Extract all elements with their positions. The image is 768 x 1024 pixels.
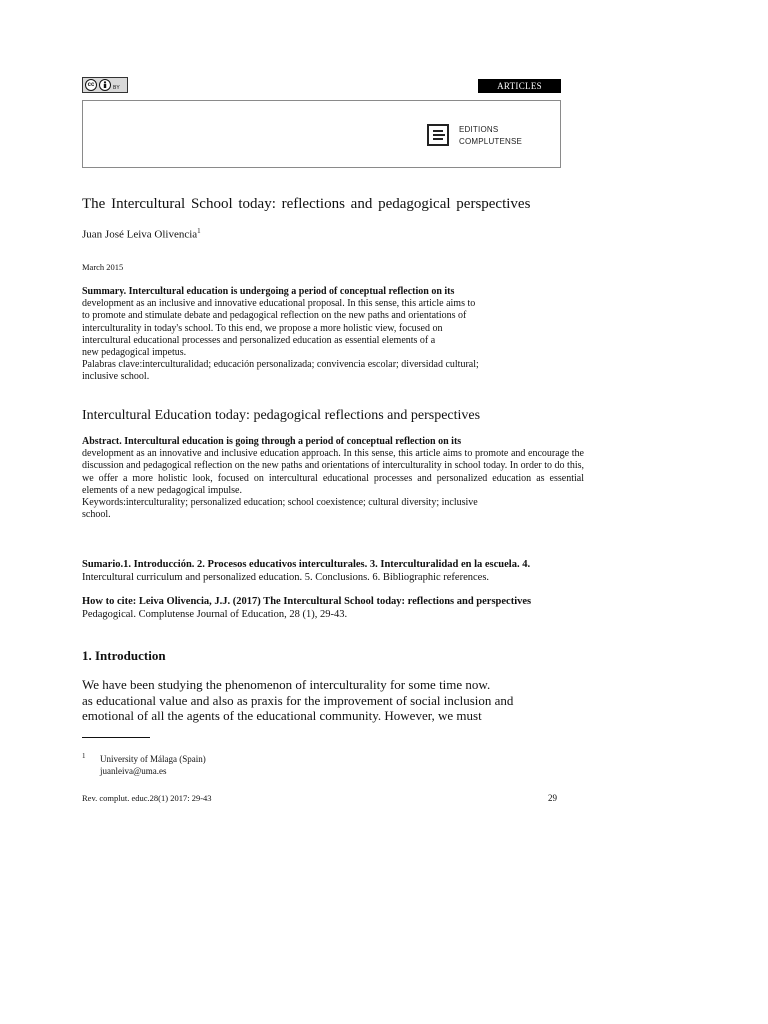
abstract-block [82,436,584,521]
sumario-bold: Sumario.1. Introducción. 2. Procesos educativos interculturales. 3. Interculturalidad en la escuela. 4. [82,559,531,570]
publisher-logo-icon [427,124,449,146]
palabras-clave: Palabras clave:interculturalidad; educación personalizada; convivencia escolar; diversidad cultural; [82,359,479,371]
footnote-affiliation: University of Málaga (Spain) [100,754,206,764]
publisher-line-1: EDITIONS [459,125,499,134]
summary-line: to promote and stimulate debate and pedagogical reflection on the new paths and orientations of [82,310,467,322]
license-badge [82,77,128,93]
keywords-cont: school. [82,509,111,521]
introduction-body [82,677,562,724]
abstract-body: development as an innovative and inclusive education approach. In this sense, this article aims to promote and encourage the discussion and pedagogical reflection on the new paths and orientations of interculturality in school today. In order to do this, we offer a more holistic look, focused on intercultural educational processes and personalized education as essential elements of a new pedagogical impulse. [82,448,584,496]
by-person-icon [99,79,111,91]
article-title: The Intercultural School today: reflections and pedagogical perspectives [82,196,531,212]
cite-rest: Pedagogical. Complutense Journal of Education, 28 (1), 29-43. [82,609,348,620]
footnote-divider [82,737,150,738]
summary-line: new pedagogical impetus. [82,347,187,359]
summary-block [82,286,562,384]
summary-lead: Summary. Intercultural education is undergoing a period of conceptual reflection on its [82,286,455,297]
summary-line: interculturality in today's school. To this end, we propose a more holistic view, focused on [82,322,443,334]
footnote-text [100,753,206,777]
intro-line: as educational value and also as praxis for the improvement of social inclusion and [82,692,514,708]
publisher-line-2: COMPLUTENSE [459,137,523,146]
author-footnote-mark: 1 [197,227,201,235]
summary-line: intercultural educational processes and personalized education as essential elements of a [82,334,436,346]
author-line [82,227,201,241]
palabras-clave-cont: inclusive school. [82,371,150,383]
journal-reference: Rev. complut. educ.28(1) 2017: 29-43 [82,793,212,803]
author-name: Juan José Leiva Olivencia [82,228,198,241]
summary-line: development as an inclusive and innovative educational proposal. In this sense, this article aims to [82,298,476,310]
intro-line: emotional of all the agents of the educational community. However, we must [82,708,482,723]
table-of-contents [82,558,584,584]
license-label: BY [113,85,120,91]
intro-line: We have been studying the phenomenon of interculturality for some time now. [82,677,491,692]
cc-icon: cc [85,79,97,91]
publication-date: March 2015 [82,262,124,272]
abstract-lead: Abstract. Intercultural education is going through a period of conceptual reflection on its [82,436,462,447]
sumario-rest: Intercultural curriculum and personalized education. 5. Conclusions. 6. Bibliographic references. [82,572,490,583]
footnote-email: juanleiva@uma.es [100,766,167,776]
keywords: Keywords:interculturality; personalized education; school coexistence; cultural diversity; inclusive [82,497,478,509]
page-number: 29 [548,793,557,803]
section-tag: ARTICLES [478,79,561,93]
publisher-name [459,124,522,148]
english-title: Intercultural Education today: pedagogical reflections and perspectives [82,408,481,423]
footnote-number: 1 [82,752,86,760]
cite-bold: How to cite: Leiva Olivencia, J.J. (2017) The Intercultural School today: reflections and perspectives [82,596,532,607]
citation-block [82,595,587,621]
section-heading-introduction: 1. Introduction [82,648,166,663]
